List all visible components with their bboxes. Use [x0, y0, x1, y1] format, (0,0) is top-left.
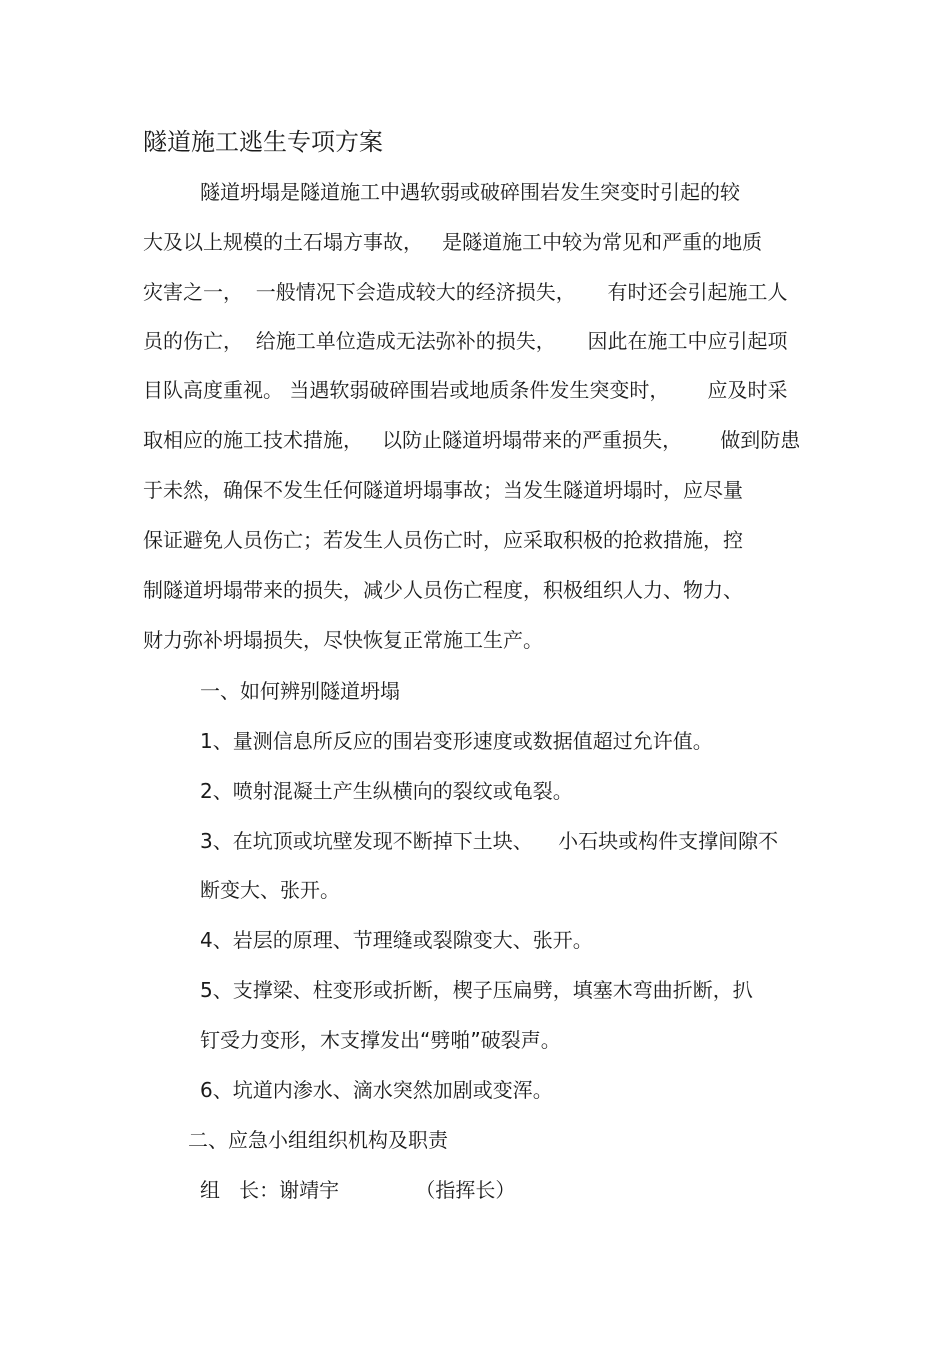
intro-line-8: 保证避免人员伤亡；若发生人员伤亡时，应采取积极的抢救措施，控: [143, 528, 743, 552]
intro-line-1: 隧道坍塌是隧道施工中遇软弱或破碎围岩发生突变时引起的较: [200, 180, 740, 204]
list-item: 1、量测信息所反应的围岩变形速度或数据值超过允许值。: [200, 729, 713, 753]
list-item: 5、支撑梁、柱变形或折断，楔子压扁劈，填塞木弯曲折断，扒: [200, 978, 753, 1002]
leader-line: 组 长：谢靖宇 （指挥长）: [200, 1178, 516, 1202]
document-title: 隧道施工逃生专项方案: [143, 128, 383, 156]
list-item-continuation: 钉受力变形，木支撑发出“劈啪”破裂声。: [200, 1028, 561, 1052]
intro-line-10: 财力弥补坍塌损失，尽快恢复正常施工生产。: [143, 628, 543, 652]
list-item: 6、坑道内渗水、滴水突然加剧或变浑。: [200, 1078, 553, 1102]
intro-line-6: 取相应的施工技术措施， 以防止隧道坍塌带来的严重损失， 做到防患: [143, 428, 801, 452]
section-heading-2: 二、应急小组组织机构及职责: [188, 1128, 448, 1152]
intro-line-7: 于未然，确保不发生任何隧道坍塌事故；当发生隧道坍塌时，应尽量: [143, 478, 743, 502]
list-item: 4、岩层的原理、节理缝或裂隙变大、张开。: [200, 928, 593, 952]
intro-line-3: 灾害之一， 一般情况下会造成较大的经济损失， 有时还会引起施工人: [143, 280, 788, 304]
intro-line-4: 员的伤亡， 给施工单位造成无法弥补的损失， 因此在施工中应引起项: [143, 329, 788, 353]
list-item: 3、在坑顶或坑壁发现不断掉下土块、 小石块或构件支撑间隙不: [200, 829, 779, 853]
list-item: 2、喷射混凝土产生纵横向的裂纹或龟裂。: [200, 779, 573, 803]
list-item-continuation: 断变大、张开。: [200, 878, 340, 902]
intro-line-9: 制隧道坍塌带来的损失，减少人员伤亡程度，积极组织人力、物力、: [143, 578, 743, 602]
section-heading-1: 一、如何辨别隧道坍塌: [200, 679, 400, 703]
intro-line-2: 大及以上规模的土石塌方事故， 是隧道施工中较为常见和严重的地质: [143, 230, 763, 254]
intro-line-5: 目队高度重视。 当遇软弱破碎围岩或地质条件发生突变时， 应及时采: [143, 378, 788, 402]
